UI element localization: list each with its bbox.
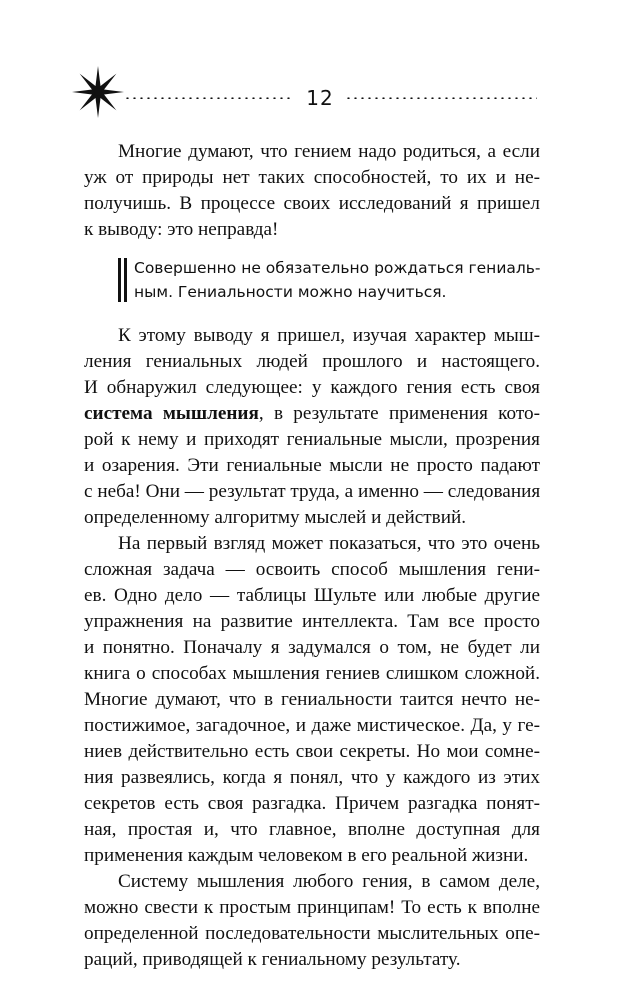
text-line: и озарения. Эти гениальные мысли не просто падают [84, 455, 540, 476]
text-line: рой к нему и приходят гениальные мысли, прозрения [84, 429, 540, 450]
text-line: раций, приводящей к гениальному результату. [84, 949, 461, 970]
paragraph-1 [84, 139, 540, 243]
text-line: постижимое, загадочное, и даже мистическое. Да, у ге- [84, 715, 540, 736]
quote-bar [118, 258, 121, 302]
text-line: Многие думают, что в гениальности таится нечто не- [84, 689, 540, 710]
text-line: ная, простая и, что главное, вполне доступная для [84, 819, 540, 840]
dotted-rule-right [345, 97, 537, 99]
quote-line: ным. Гениальности можно научиться. [134, 283, 447, 301]
text-line: упражнения на развитие интеллекта. Там все просто [84, 611, 540, 632]
dotted-rule-left [124, 97, 292, 99]
text-line: ев. Одно дело — таблицы Шульте или любые другие [84, 585, 540, 606]
text-line: определенной последовательности мыслительных опе- [84, 923, 540, 944]
text-line: ния развеялись, когда я понял, что у каждого из этих [84, 767, 540, 788]
text-line: К этому выводу я пришел, изучая характер мыш- [118, 325, 540, 346]
text-line: получишь. В процессе своих исследований я пришел [84, 193, 540, 214]
text-line: к выводу: это неправда! [84, 219, 279, 240]
text-line: сложная задача — освоить способ мышления гени- [84, 559, 540, 580]
text-line: ниев действительно есть свои секреты. Но мои сомне- [84, 741, 540, 762]
text-line: На первый взгляд может показаться, что это очень [118, 533, 540, 554]
text-line: определенному алгоритму мыслей и действий. [84, 507, 467, 528]
text-line-with-bold [84, 401, 540, 427]
text-line: с неба! Они — результат труда, а именно — следования [84, 481, 541, 502]
bold-term: система мышления [84, 403, 259, 424]
text-line: и понятно. Поначалу я задумался о том, не будет ли [84, 637, 540, 658]
page-header [0, 0, 619, 130]
quote-line: Совершенно не обязательно рождаться гениаль- [134, 259, 541, 277]
pull-quote [84, 256, 540, 306]
text-fragment: , в результате применения кото- [258, 403, 540, 424]
page-number: 12 [306, 86, 334, 110]
text-line: уж от природы нет таких способностей, то их и не- [84, 167, 540, 188]
text-line: можно свести к простым принципам! То есть к вполне [84, 897, 540, 918]
text-line: Систему мышления любого гения, в самом деле, [118, 871, 540, 892]
quote-text [134, 256, 540, 304]
text-line: Многие думают, что гением надо родиться, а если [118, 141, 540, 162]
asterisk-burst-icon [70, 64, 126, 120]
text-line: секретов есть своя разгадка. Причем разгадка понят- [84, 793, 540, 814]
paragraph-2 [84, 323, 540, 531]
text-line: применения каждым человеком в его реальной жизни. [84, 845, 529, 866]
paragraph-3 [84, 531, 540, 869]
quote-bar [124, 258, 127, 302]
paragraph-4 [84, 869, 540, 973]
text-line: книга о способах мышления гениев слишком сложной. [84, 663, 540, 684]
text-line: ления гениальных людей прошлого и настоящего. [84, 351, 540, 372]
text-line: И обнаружил следующее: у каждого гения есть своя [84, 377, 540, 398]
